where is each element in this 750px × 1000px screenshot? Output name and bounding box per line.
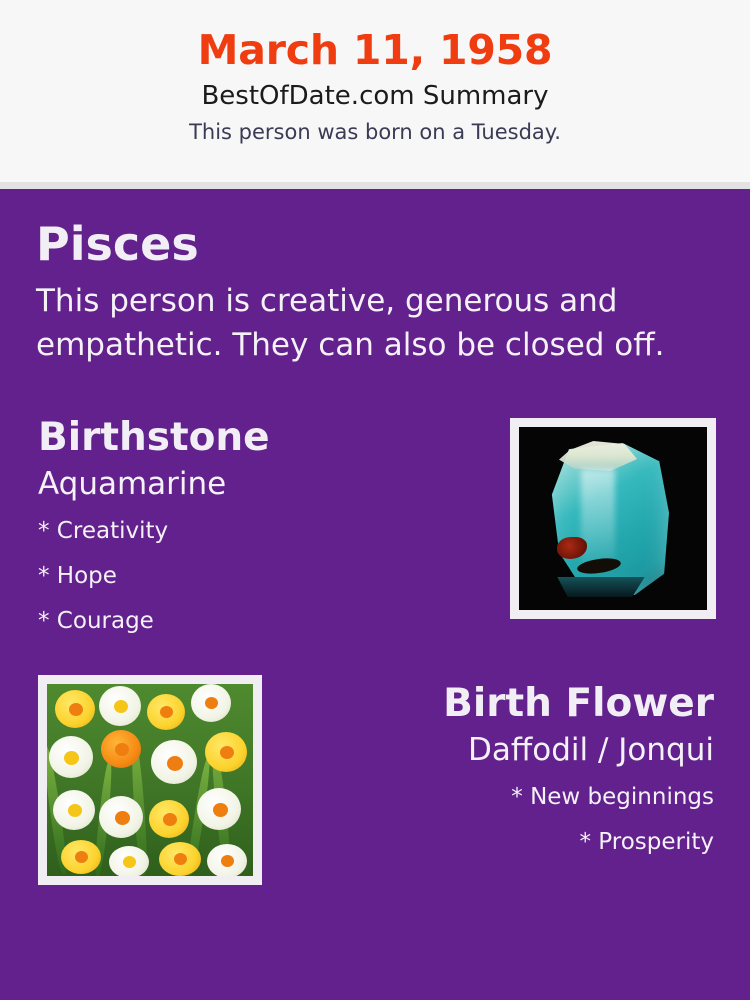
zodiac-section	[34, 215, 716, 367]
zodiac-sign-name: Pisces	[36, 217, 199, 271]
birth-flower-trait: * New beginnings	[511, 784, 714, 810]
crystal-base	[549, 577, 653, 597]
blossom-core	[123, 856, 136, 868]
birth-flower-name: Daffodil / Jonqui	[468, 732, 714, 768]
blossom-core	[220, 746, 234, 759]
birthstone-title: Birthstone	[38, 415, 270, 460]
birthstone-photo-frame	[510, 418, 716, 619]
zodiac-description: This person is creative, generous and empathetic. They can also be closed off.	[36, 283, 665, 363]
crystal-highlight	[581, 469, 615, 565]
aquamarine-crystal-photo	[519, 427, 707, 610]
site-name: BestOfDate.com Summary	[201, 81, 549, 111]
birthstone-trait: * Hope	[38, 563, 117, 589]
blossom-core	[221, 855, 234, 867]
birth-flower-photo-frame	[38, 675, 262, 885]
birthstone-trait: * Courage	[38, 608, 154, 634]
blossom-core	[114, 700, 128, 713]
birthstone-section	[34, 413, 716, 663]
blossom-core	[163, 813, 177, 826]
birthstone-text	[34, 413, 474, 644]
blossom-core	[167, 756, 183, 771]
blossom-core	[174, 853, 187, 865]
summary-header	[0, 0, 750, 182]
birthstone-trait: * Creativity	[38, 518, 169, 544]
blossom-core	[115, 743, 129, 756]
birth-flower-text	[286, 679, 716, 865]
summary-panel	[0, 189, 750, 1000]
blossom-core	[69, 703, 83, 716]
header-divider	[0, 182, 750, 189]
header-subtitle: This person was born on a Tuesday.	[189, 120, 561, 144]
blossom-core	[64, 751, 79, 765]
birth-flower-section	[34, 675, 716, 905]
blossom-core	[213, 803, 228, 817]
birth-flower-title: Birth Flower	[443, 681, 714, 726]
blossom-core	[75, 851, 88, 863]
daffodil-flowers-photo	[47, 684, 253, 876]
birth-flower-trait: * Prosperity	[579, 829, 714, 855]
blossom-core	[115, 811, 130, 825]
page-title: March 11, 1958	[197, 26, 553, 74]
birthstone-name: Aquamarine	[38, 466, 227, 502]
blossom-core	[205, 697, 218, 709]
blossom-core	[160, 706, 173, 718]
blossom-core	[68, 804, 82, 817]
